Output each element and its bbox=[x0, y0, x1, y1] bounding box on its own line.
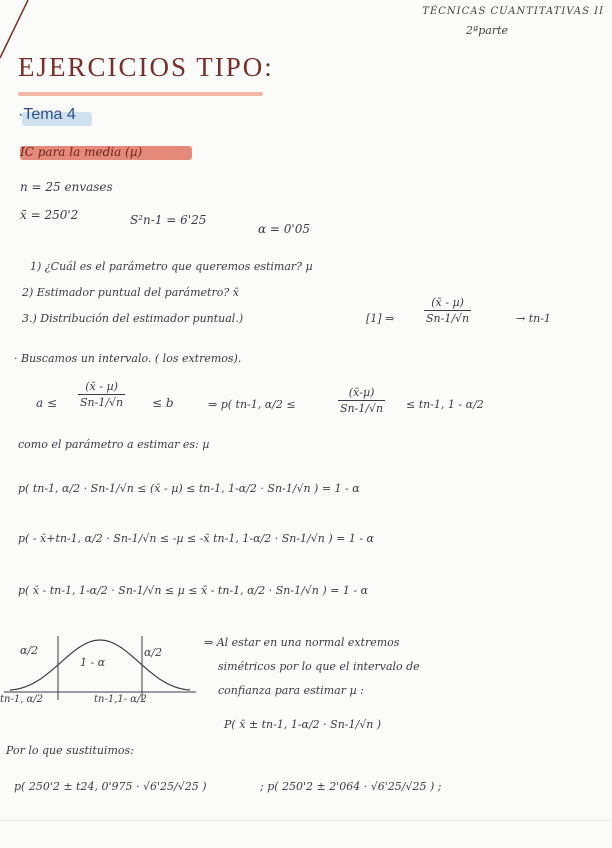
section-heading: IC para la media (µ) bbox=[20, 145, 143, 159]
page-title: EJERCICIOS TIPO: bbox=[18, 52, 274, 82]
final-expression-2: ; p( 250'2 ± 2'064 · √6'25/√25 ) ; bbox=[260, 780, 442, 793]
fraction-denominator: Sn-1/√n bbox=[340, 402, 384, 415]
header-subtitle: 2ªparte bbox=[466, 24, 509, 37]
question-3-tag: [1] ⇒ bbox=[366, 312, 395, 325]
question-2: 2) Estimador puntual del parámetro? x̄ bbox=[22, 286, 239, 299]
curve-left-quantile: tn-1, α/2 bbox=[0, 694, 44, 705]
curve-left-tail: α/2 bbox=[20, 644, 39, 657]
ineq-right: ≤ b bbox=[152, 396, 174, 410]
fraction-bar bbox=[78, 394, 125, 395]
ineq-arrow: ⇒ p( tn-1, α/2 ≤ bbox=[208, 398, 296, 411]
fraction-bar bbox=[424, 310, 471, 311]
equation-3: p( x̄ - tn-1, 1-α/2 · Sn-1/√n ≤ µ ≤ x̄ - tn-1, α/2 · Sn-1/√n ) = 1 - α bbox=[18, 584, 369, 597]
question-3: 3.) Distribución del estimador puntual.) bbox=[22, 312, 244, 325]
question-3-arrow: → tn-1 bbox=[516, 312, 551, 325]
fraction-denominator: Sn-1/√n bbox=[426, 312, 470, 325]
tema-heading: ·Tema 4 bbox=[18, 106, 76, 123]
question-1: 1) ¿Cuál es el parámetro que queremos estimar? µ bbox=[30, 260, 313, 273]
fraction-denominator: Sn-1/√n bbox=[80, 396, 124, 409]
fraction-numerator: (x̄-µ) bbox=[348, 386, 375, 399]
equation-1: p( tn-1, α/2 · Sn-1/√n ≤ (x̄ - µ) ≤ tn-1, 1-α/2 · Sn-1/√n ) = 1 - α bbox=[18, 482, 360, 495]
final-expression-1: p( 250'2 ± t24, 0'975 · √6'25/√25 ) bbox=[14, 780, 207, 793]
given-n: n = 25 envases bbox=[20, 180, 113, 194]
fraction-bar bbox=[338, 400, 385, 401]
title-highlight bbox=[18, 92, 263, 96]
ineq-fraction-2 bbox=[338, 386, 385, 415]
interval-intro: · Buscamos un intervalo. ( los extremos). bbox=[14, 352, 242, 365]
page-bottom-rule bbox=[0, 820, 612, 821]
normal-text-2: simétricos por lo que el intervalo de bbox=[218, 660, 420, 673]
ineq-end: ≤ tn-1, 1 - α/2 bbox=[406, 398, 484, 411]
fraction-numerator: (x̄ - µ) bbox=[85, 380, 118, 393]
curve-right-quantile: tn-1,1- α/2 bbox=[94, 694, 147, 705]
ineq-fraction bbox=[78, 380, 125, 409]
given-mean: x̄ = 250'2 bbox=[20, 208, 79, 222]
ineq-left: a ≤ bbox=[36, 396, 58, 410]
given-alpha: α = 0'05 bbox=[258, 222, 310, 236]
parameter-text: como el parámetro a estimar es: µ bbox=[18, 438, 210, 451]
substitute-text: Por lo que sustituimos: bbox=[6, 744, 134, 757]
margin-stroke bbox=[0, 0, 40, 60]
normal-text-1: ⇒ Al estar en una normal extremos bbox=[204, 636, 400, 649]
normal-text-3: confianza para estimar µ : bbox=[218, 684, 364, 697]
curve-right-tail: α/2 bbox=[144, 646, 163, 659]
fraction-numerator: (x̄ - µ) bbox=[431, 296, 464, 309]
header-title: TÉCNICAS CUANTITATIVAS II bbox=[422, 6, 604, 17]
given-s: S²n-1 = 6'25 bbox=[130, 213, 207, 227]
curve-center: 1 - α bbox=[80, 656, 106, 669]
question-3-fraction bbox=[424, 296, 471, 325]
normal-formula: P( x̄ ± tn-1, 1-α/2 · Sn-1/√n ) bbox=[224, 718, 382, 731]
equation-2: p( - x̄+tn-1, α/2 · Sn-1/√n ≤ -µ ≤ -x̄ tn-1, 1-α/2 · Sn-1/√n ) = 1 - α bbox=[18, 532, 374, 545]
